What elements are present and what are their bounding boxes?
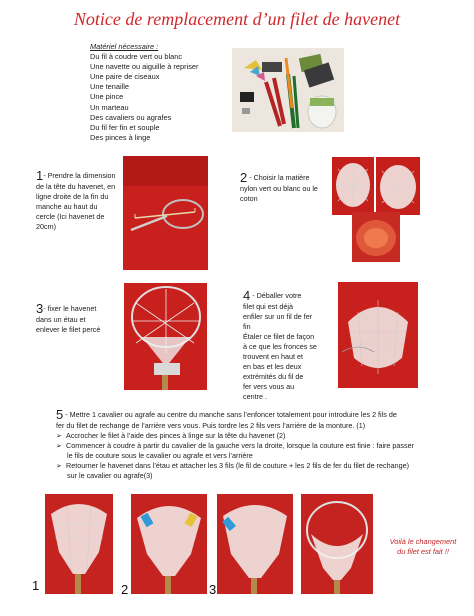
step-line: coton [240,194,258,203]
net-choice-photo-3 [352,212,400,262]
result-photo-1 [45,494,113,594]
step-line: le fils de couture sous le cavalier ou agrafe et vers l’arrière [67,451,253,460]
step-3-text [36,303,100,335]
step-line: fer du filet de rechange de l’arrière vers vous. Puis tordre les 2 fils vers l’arrière de la monture. (1) [56,421,366,430]
step-line: enlever le filet percé [36,325,101,334]
material-item: Une navette ou aiguille à repriser [90,62,199,72]
arrow-bullet-icon: ➢ [56,461,67,470]
photo-number: 1 [32,578,40,593]
step-line: cercle (Ici havenet de [36,212,105,221]
photo-number: 2 [121,582,129,597]
step-line: de la tête du havenet, en [36,182,116,191]
material-item: Du fil fer fin et souple [90,122,160,132]
step-line: à ce que les fronces se [243,342,317,351]
vise-photo [124,283,207,390]
step-line: - Mettre 1 cavalier ou agrafe au centre du manche sans l’enfoncer totalement pour introduire les 2 fils de [63,410,397,419]
materials-heading: Matériel nécessaire : [90,42,159,51]
material-item: Une tenaille [90,82,130,92]
step-2-text [240,172,318,204]
material-item: Un marteau [90,102,129,112]
material-item: Une pince [90,92,124,102]
measure-photo [123,156,208,270]
material-item: Des cavaliers ou agrafes [90,112,172,122]
arrow-bullet-icon: ➢ [56,431,67,440]
result-photo-2 [131,494,207,594]
result-photo-3 [217,494,293,594]
step-line: Étaler ce filet de façon [243,332,315,341]
step-line: Retourner le havenet dans l’étau et attacher les 3 fils (le fil de couture + les 2 fils de fer du filet de rechange) [66,461,410,470]
step-line: - fixer le havenet [43,304,97,313]
step-number: 3 [36,301,44,316]
step-number: 4 [243,288,251,303]
step-line: Accrocher le filet à l’aide des pinces à linge sur la tête du havenet (2) [66,431,286,440]
step-line: extrémités du fil de [243,372,304,381]
net-choice-photo-1 [332,157,374,215]
page-title: Notice de remplacement d’un filet de havenet [73,9,401,29]
step-line: 20cm) [36,222,56,231]
net-choice-photo-2 [376,157,420,215]
materials-list [90,42,198,143]
step-number: 1 [36,168,44,183]
step-line: fin [243,322,251,331]
step-line: trouvent en haut et [243,352,303,361]
step-line: manche au haut du [36,202,98,211]
step-line: filet qui est déjà [243,302,293,311]
step-line: - Choisir la matière [247,173,310,182]
material-item: Des pinces à linge [90,132,151,142]
arrow-bullet-icon: ➢ [56,441,67,450]
step-line: ligne droite de la fin du [36,192,109,201]
step-line: centre . [243,392,267,401]
step-4-text [243,290,317,402]
step-line: fer vers vous au [243,382,295,391]
step-line: - Prendre la dimension [43,171,116,180]
tools-photo [232,48,344,132]
step-1-text [36,170,116,232]
result-photo-4 [301,494,373,594]
step-line: enfiler sur un fil de fer [243,312,313,321]
step-line: dans un étau et [36,315,86,324]
final-line: Voilà le changement [389,537,457,546]
step-number: 2 [240,170,248,185]
material-item: Du fil à coudre vert ou blanc [90,52,183,62]
final-line: du filet est fait !! [397,547,449,556]
final-note [378,537,468,557]
step-line: Commencer à coudre à partir du cavalier de la gauche vers la droite, lorsque la couture est finie : faire passer [66,441,415,450]
step-line: en bas et les deux [243,362,302,371]
photo-number: 3 [209,582,217,597]
step-line: sur le cavalier ou agrafe(3) [67,471,153,480]
step-line: - Déballer votre [250,291,302,300]
step-number: 5 [56,407,64,422]
step-line: nylon vert ou blanc ou le [240,184,318,193]
step-5-text [56,409,414,481]
unpacked-net-photo [338,282,418,388]
material-item: Une paire de ciseaux [90,72,160,82]
